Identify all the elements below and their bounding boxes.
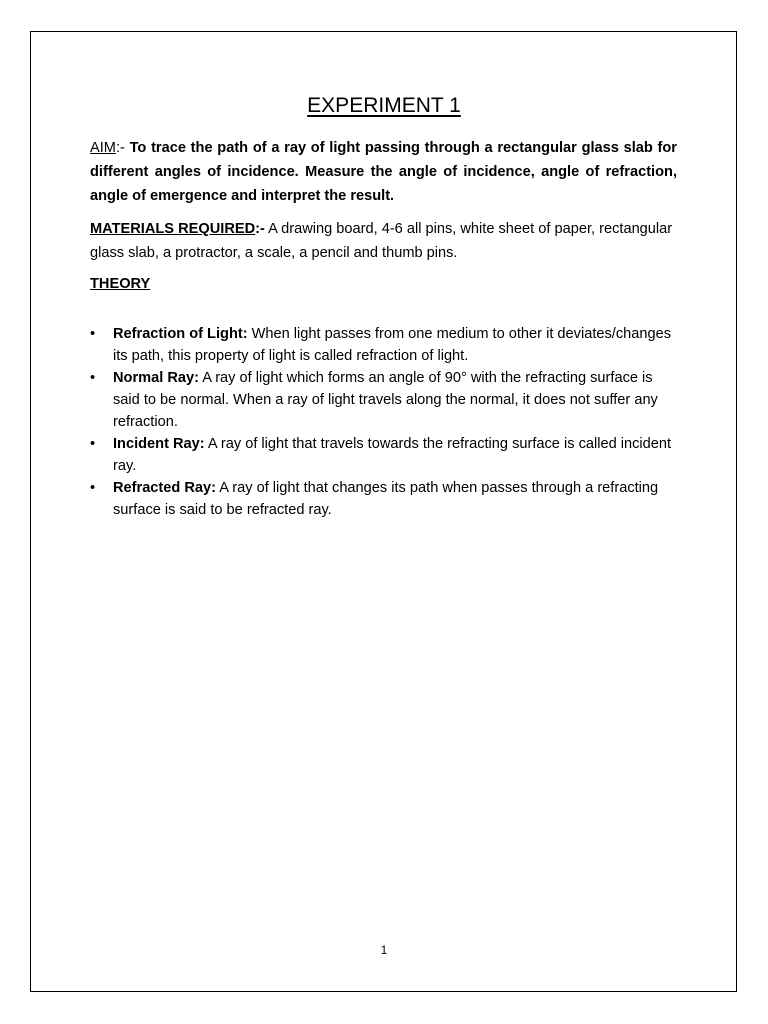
materials-separator: :- xyxy=(255,221,265,237)
theory-definition: A ray of light that travels towards the refracting surface is called incident ray. xyxy=(113,436,672,474)
aim-separator: :- xyxy=(115,140,125,156)
page-title: EXPERIMENT 1 xyxy=(307,94,461,117)
aim-label: AIM xyxy=(90,140,116,156)
aim-paragraph xyxy=(90,136,677,208)
page-number: 1 xyxy=(380,943,388,957)
theory-term: Refraction of Light: xyxy=(113,326,248,342)
materials-label: MATERIALS REQUIRED xyxy=(90,221,256,237)
bullet-icon: • xyxy=(90,480,96,496)
aim-text: To trace the path of a ray of light passing through a rectangular glass slab for different angles of incidence. Measure the angle of incidence, angle of refraction, angle of emergence and interpret the result. xyxy=(90,140,677,204)
bullet-icon: • xyxy=(90,370,96,386)
materials-paragraph xyxy=(90,217,680,265)
theory-item-incident-ray xyxy=(90,433,680,477)
theory-item-refraction xyxy=(90,323,680,367)
bullet-icon: • xyxy=(90,326,96,342)
theory-term: Incident Ray: xyxy=(113,436,205,452)
materials-text: A drawing board, 4-6 all pins, white sheet of paper, rectangular glass slab, a protractor, a scale, a pencil and thumb pins. xyxy=(90,221,673,261)
theory-definition: A ray of light which forms an angle of 90° with the refracting surface is said to be normal. When a ray of light travels along the normal, it does not suffer any refraction. xyxy=(113,370,658,430)
theory-item-refracted-ray xyxy=(90,477,680,521)
theory-definition: When light passes from one medium to other it deviates/changes its path, this property of light is called refraction of light. xyxy=(113,326,672,364)
theory-term: Refracted Ray: xyxy=(113,480,217,496)
theory-term: Normal Ray: xyxy=(113,370,199,386)
theory-list xyxy=(90,323,680,521)
theory-item-normal-ray xyxy=(90,367,680,433)
theory-heading: THEORY xyxy=(90,276,151,292)
bullet-icon: • xyxy=(90,436,96,452)
theory-definition: A ray of light that changes its path when passes through a refracting surface is said to be refracted ray. xyxy=(113,480,659,518)
